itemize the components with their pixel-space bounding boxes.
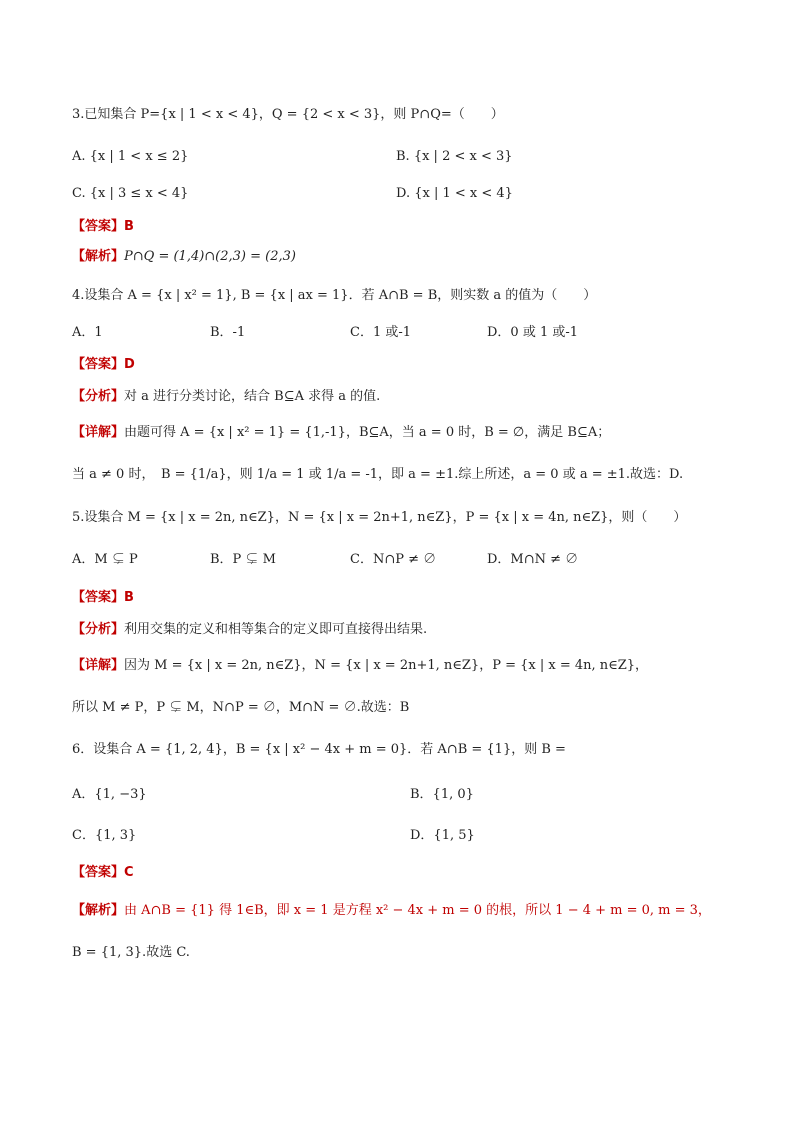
q4-xiangjie-line2: 当 a ≠ 0 时， B = {1/a}，则 1/a = 1 或 1/a = -1，即 a = ±1.综上所述，a = 0 或 a = ±1.故选：D. — [72, 467, 684, 482]
answer-value: C — [124, 865, 134, 880]
q4-option-c: C．1 或-1 — [350, 325, 412, 340]
fenxi-label: 【分析】 — [72, 389, 125, 404]
q5-option-d: D．M∩N ≠ ∅ — [487, 552, 579, 567]
fenxi-text: 利用交集的定义和相等集合的定义即可直接得出结果. — [124, 622, 428, 637]
q5-option-a: A．M ⊊ P — [72, 552, 138, 567]
q6-option-b: B．{1, 0} — [410, 787, 474, 802]
xiangjie-label: 【详解】 — [72, 658, 125, 673]
answer-label: 【答案】 — [72, 357, 125, 372]
q6-answer — [72, 864, 134, 882]
q3-option-c: C. {x | 3 ≤ x < 4} — [72, 186, 189, 201]
jiexi-text: P∩Q = (1,4)∩(2,3) = (2,3) — [124, 249, 296, 264]
q3-jiexi — [72, 248, 296, 266]
answer-value: B — [124, 590, 134, 605]
q4-fenxi — [72, 388, 380, 406]
q4-option-a: A．1 — [72, 325, 103, 340]
q6-jiexi-line2: B = {1, 3}.故选 C. — [72, 945, 190, 960]
q4-option-d: D．0 或 1 或-1 — [487, 325, 579, 340]
jiexi-label: 【解析】 — [72, 903, 125, 918]
answer-label: 【答案】 — [72, 219, 125, 234]
q4-stem: 4.设集合 A = {x | x² = 1}, B = {x | ax = 1}．若 A∩B = B，则实数 a 的值为（ ） — [72, 288, 597, 303]
q5-stem: 5.设集合 M = {x | x = 2n, n∈Z}，N = {x | x = 2n+1, n∈Z}，P = {x | x = 4n, n∈Z}，则（ ） — [72, 510, 687, 525]
jiexi-text-1: 由 A∩B = {1} 得 1∈B，即 x = 1 是方程 x² − 4x + m = 0 的根，所以 1 − 4 + m = 0, m = 3， — [124, 903, 711, 918]
q6-jiexi — [72, 902, 711, 920]
q5-option-b: B．P ⊊ M — [210, 552, 276, 567]
xiangjie-text-1: 因为 M = {x | x = 2n, n∈Z}，N = {x | x = 2n+1, n∈Z}，P = {x | x = 4n, n∈Z}， — [124, 658, 649, 673]
q3-answer — [72, 218, 134, 236]
q6-option-d: D．{1, 5} — [410, 828, 475, 843]
q5-xiangjie-line2: 所以 M ≠ P，P ⊊ M，N∩P = ∅，M∩N = ∅.故选：B — [72, 700, 410, 715]
fenxi-text: 对 a 进行分类讨论，结合 B⊆A 求得 a 的值. — [124, 389, 381, 404]
jiexi-label: 【解析】 — [72, 249, 125, 264]
q6-stem: 6．设集合 A = {1, 2, 4}，B = {x | x² − 4x + m = 0}．若 A∩B = {1}，则 B = — [72, 742, 566, 757]
xiangjie-text-1: 由题可得 A = {x | x² = 1} = {1,-1}，B⊆A，当 a = 0 时，B = ∅，满足 B⊆A； — [124, 425, 611, 440]
answer-label: 【答案】 — [72, 865, 125, 880]
q4-xiangjie — [72, 424, 610, 442]
q5-fenxi — [72, 621, 427, 639]
q6-option-a: A．{1, −3} — [72, 787, 147, 802]
q3-option-d: D. {x | 1 < x < 4} — [396, 186, 513, 201]
q6-option-c: C．{1, 3} — [72, 828, 137, 843]
answer-label: 【答案】 — [72, 590, 125, 605]
fenxi-label: 【分析】 — [72, 622, 125, 637]
xiangjie-label: 【详解】 — [72, 425, 125, 440]
q4-option-b: B．-1 — [210, 325, 246, 340]
answer-value: B — [124, 219, 134, 234]
q3-option-a: A. {x | 1 < x ≤ 2} — [72, 149, 189, 164]
q5-xiangjie — [72, 657, 648, 675]
q5-option-c: C．N∩P ≠ ∅ — [350, 552, 437, 567]
q3-stem: 3.已知集合 P={x | 1 < x < 4}，Q = {2 < x < 3}，则 P∩Q=（ ） — [72, 107, 504, 122]
q3-option-b: B. {x | 2 < x < 3} — [396, 149, 513, 164]
q4-answer — [72, 356, 135, 374]
answer-value: D — [124, 357, 135, 372]
q5-answer — [72, 589, 134, 607]
